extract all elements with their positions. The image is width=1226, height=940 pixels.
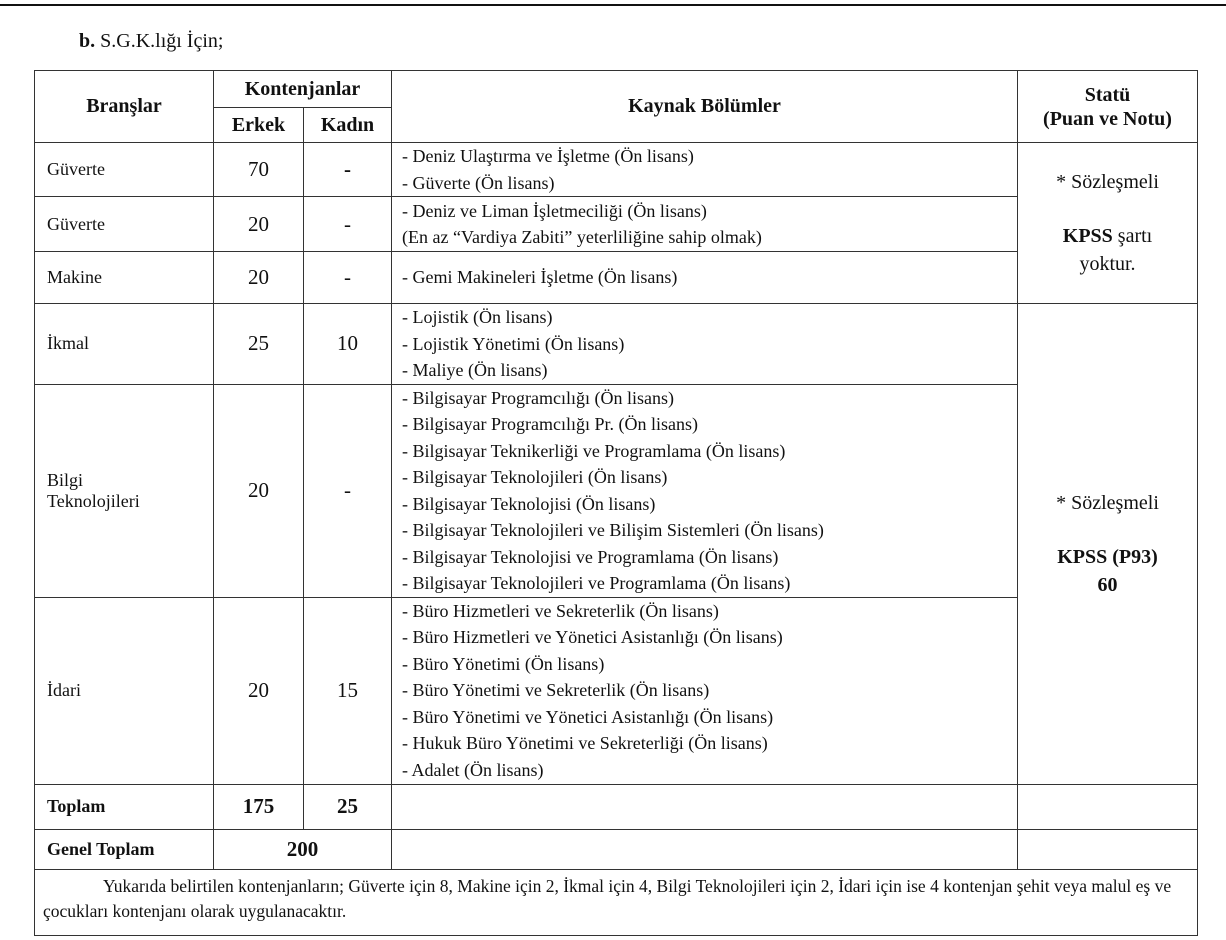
source-item: - Gemi Makineleri İşletme (Ön lisans) — [402, 267, 678, 288]
section-title: S.G.K.lığı İçin; — [100, 30, 224, 52]
source-item: - Büro Yönetimi ve Yönetici Asistanlığı (Ön lisans) — [402, 706, 774, 727]
source-item: - Bilgisayar Teknolojisi (Ön lisans) — [402, 493, 656, 514]
sources-cell — [392, 384, 1018, 597]
header-female: Kadın — [304, 108, 392, 143]
branch-cell: İkmal — [35, 304, 214, 385]
section-heading — [79, 30, 223, 53]
source-item: - Adalet (Ön lisans) — [402, 759, 544, 780]
grand-total-value: 200 — [214, 829, 392, 869]
source-item: - Lojistik Yönetimi (Ön lisans) — [402, 333, 625, 354]
status-b-line3: 60 — [1097, 573, 1118, 596]
table-row — [35, 304, 1198, 385]
grand-total-label: Genel Toplam — [35, 829, 214, 869]
grand-total-row — [35, 829, 1198, 869]
header-branches: Branşlar — [35, 71, 214, 143]
top-rule — [0, 4, 1226, 6]
sources-cell — [392, 252, 1018, 304]
status-b-line2: KPSS (P93) — [1057, 545, 1158, 568]
header-quotas: Kontenjanlar — [214, 71, 392, 108]
status-a-line2 — [1018, 222, 1197, 250]
grand-total-status-empty — [1018, 829, 1198, 869]
note-cell — [35, 869, 1198, 935]
total-male: 175 — [214, 784, 304, 829]
table-row — [35, 143, 1198, 197]
status-b-line1: * Sözleşmeli — [1056, 491, 1159, 514]
source-item: - Bilgisayar Programcılığı Pr. (Ön lisans) — [402, 414, 698, 434]
status-cell-contract-no-kpss — [1018, 143, 1198, 304]
source-item: - Maliye (Ön lisans) — [402, 360, 548, 380]
status-a-line3: yoktur. — [1079, 253, 1136, 275]
status-cell-contract-kpss — [1018, 304, 1198, 785]
header-status — [1018, 71, 1198, 143]
total-row — [35, 784, 1198, 829]
total-label: Toplam — [35, 784, 214, 829]
header-sources: Kaynak Bölümler — [392, 71, 1018, 143]
female-quota: - — [304, 197, 392, 252]
male-quota: 20 — [214, 384, 304, 597]
note-text: Yukarıda belirtilen kontenjanların; Güverte için 8, Makine için 2, İkmal için 4, Bilgi Teknolojileri için 2, İdari için ise 4 kontenjan şehit veya malul eş ve çocukları kontenjanı olarak uygulanacaktır. — [43, 875, 1172, 921]
female-quota: - — [304, 252, 392, 304]
section-prefix: b. — [79, 30, 96, 52]
total-status-empty — [1018, 784, 1198, 829]
male-quota: 20 — [214, 252, 304, 304]
female-quota: - — [304, 143, 392, 197]
branch-line1: Bilgi — [47, 469, 84, 490]
source-item: - Büro Hizmetleri ve Yönetici Asistanlığı (Ön lisans) — [402, 627, 783, 648]
status-a-line1: * Sözleşmeli — [1056, 171, 1159, 193]
status-a-kpss: KPSS — [1062, 225, 1113, 247]
branch-cell: Makine — [35, 252, 214, 304]
source-item: - Bilgisayar Teknolojileri ve Programlama (Ön lisans) — [402, 573, 791, 593]
male-quota: 25 — [214, 304, 304, 385]
source-item: - Bilgisayar Teknolojileri ve Bilişim Sistemleri (Ön lisans) — [402, 520, 824, 540]
branch-cell: Güverte — [35, 197, 214, 252]
source-item: - Büro Yönetimi (Ön lisans) — [402, 653, 605, 674]
source-item: - Büro Hizmetleri ve Sekreterlik (Ön lisans) — [402, 600, 719, 621]
total-female: 25 — [304, 784, 392, 829]
source-item: - Büro Yönetimi ve Sekreterlik (Ön lisans) — [402, 680, 710, 701]
female-quota: - — [304, 384, 392, 597]
sources-cell — [392, 197, 1018, 252]
source-item: (En az “Vardiya Zabiti” yeterliliğine sahip olmak) — [402, 227, 762, 247]
branch-cell — [35, 384, 214, 597]
header-status-line2: (Puan ve Notu) — [1043, 107, 1172, 130]
sources-cell — [392, 597, 1018, 784]
grand-total-sources-empty — [392, 829, 1018, 869]
source-item: - Bilgisayar Teknolojisi ve Programlama (Ön lisans) — [402, 546, 779, 567]
source-item: - Hukuk Büro Yönetimi ve Sekreterliği (Ön lisans) — [402, 733, 768, 754]
female-quota: 15 — [304, 597, 392, 784]
source-item: - Bilgisayar Teknikerliği ve Programlama (Ön lisans) — [402, 440, 786, 461]
total-sources-empty — [392, 784, 1018, 829]
source-item: - Bilgisayar Teknolojileri (Ön lisans) — [402, 467, 668, 487]
male-quota: 20 — [214, 197, 304, 252]
sources-cell — [392, 143, 1018, 197]
header-male: Erkek — [214, 108, 304, 143]
note-row — [35, 869, 1198, 935]
sources-cell — [392, 304, 1018, 385]
source-item: - Lojistik (Ön lisans) — [402, 307, 553, 327]
quota-table — [34, 70, 1198, 936]
branch-line2: Teknolojileri — [47, 490, 140, 511]
status-a-line2-rest: şartı — [1112, 225, 1153, 247]
header-status-line1: Statü — [1084, 83, 1131, 106]
branch-cell: İdari — [35, 597, 214, 784]
source-item: - Güverte (Ön lisans) — [402, 172, 555, 193]
source-item: - Deniz Ulaştırma ve İşletme (Ön lisans) — [402, 146, 694, 166]
source-item: - Deniz ve Liman İşletmeciliği (Ön lisans) — [402, 200, 707, 221]
male-quota: 20 — [214, 597, 304, 784]
male-quota: 70 — [214, 143, 304, 197]
source-item: - Bilgisayar Programcılığı (Ön lisans) — [402, 387, 674, 408]
branch-cell: Güverte — [35, 143, 214, 197]
female-quota: 10 — [304, 304, 392, 385]
